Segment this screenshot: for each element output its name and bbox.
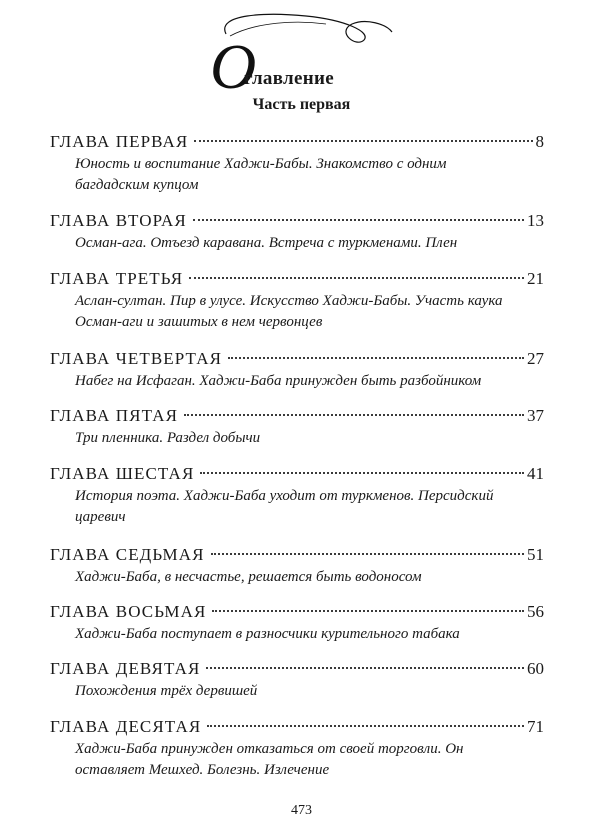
chapter-description: Хаджи-Баба, в несчастье, решается быть водоносом	[75, 569, 422, 585]
page-number: 473	[291, 803, 312, 818]
dot-leader	[212, 610, 524, 612]
chapter-title: ГЛАВА ДЕСЯТАЯ	[50, 717, 202, 736]
heading-title: главление	[244, 68, 334, 89]
chapter-page-number: 51	[527, 545, 544, 564]
chapter-title: ГЛАВА ВОСЬМАЯ	[50, 602, 207, 621]
chapter-page-number: 41	[527, 464, 544, 483]
dot-leader	[228, 357, 524, 359]
chapter-description: Набег на Исфаган. Хаджи-Баба принужден быть разбойником	[75, 373, 482, 389]
initial-letter-o: О	[210, 31, 257, 100]
chapter-page-number: 37	[527, 406, 544, 425]
chapter-description: Аслан-султан. Пир в улусе. Искусство Хаджи-Бабы. Участь каука Осман-аги и зашитых в нем червонцев	[75, 293, 503, 330]
chapter-description: Похождения трёх дервишей	[75, 683, 258, 699]
chapter-description: Три пленника. Раздел добычи	[75, 430, 261, 446]
toc-entry[interactable]	[50, 132, 544, 196]
chapter-title: ГЛАВА ДЕВЯТАЯ	[50, 659, 201, 678]
dot-leader	[194, 140, 532, 142]
chapter-page-number: 8	[535, 132, 544, 151]
chapter-title: ГЛАВА ПЕРВАЯ	[50, 132, 189, 151]
toc-entry[interactable]	[50, 211, 544, 254]
chapter-description: Хаджи-Баба принужден отказаться от своей торговли. Он оставляет Мешхед. Болезнь. Излечение	[75, 741, 464, 778]
toc-entry[interactable]	[50, 602, 544, 645]
toc-entry[interactable]	[50, 464, 544, 528]
part-title: Часть первая	[252, 96, 351, 113]
toc-entry[interactable]	[50, 545, 544, 588]
dot-leader	[206, 667, 524, 669]
chapter-title: ГЛАВА ВТОРАЯ	[50, 211, 187, 230]
dot-leader	[211, 553, 524, 555]
dot-leader	[207, 725, 524, 727]
toc-entry[interactable]	[50, 269, 544, 333]
contents-heading	[196, 10, 396, 100]
chapter-page-number: 71	[527, 717, 544, 736]
dot-leader	[193, 219, 524, 221]
toc-entry[interactable]	[50, 349, 544, 392]
chapter-title: ГЛАВА СЕДЬМАЯ	[50, 545, 205, 564]
chapter-description: Осман-ага. Отъезд каравана. Встреча с туркменами. Плен	[75, 235, 458, 251]
chapter-description: История поэта. Хаджи-Баба уходит от туркменов. Персидский царевич	[75, 488, 494, 525]
toc-entry[interactable]	[50, 406, 544, 449]
dot-leader	[200, 472, 524, 474]
chapter-page-number: 27	[527, 349, 544, 368]
chapter-description: Хаджи-Баба поступает в разносчики курительного табака	[75, 626, 460, 642]
chapter-page-number: 21	[527, 269, 544, 288]
toc-entry[interactable]	[50, 717, 544, 781]
dot-leader	[184, 414, 524, 416]
chapter-page-number: 60	[527, 659, 544, 678]
chapter-title: ГЛАВА ЧЕТВЕРТАЯ	[50, 349, 223, 368]
chapter-page-number: 13	[527, 211, 544, 230]
chapter-description: Юность и воспитание Хаджи-Бабы. Знакомство с одним багдадским купцом	[75, 156, 447, 193]
chapter-page-number: 56	[527, 602, 544, 621]
chapter-title: ГЛАВА ШЕСТАЯ	[50, 464, 195, 483]
dot-leader	[189, 277, 524, 279]
chapter-title: ГЛАВА ПЯТАЯ	[50, 406, 179, 425]
chapter-title: ГЛАВА ТРЕТЬЯ	[50, 269, 184, 288]
toc-entry[interactable]	[50, 659, 544, 702]
